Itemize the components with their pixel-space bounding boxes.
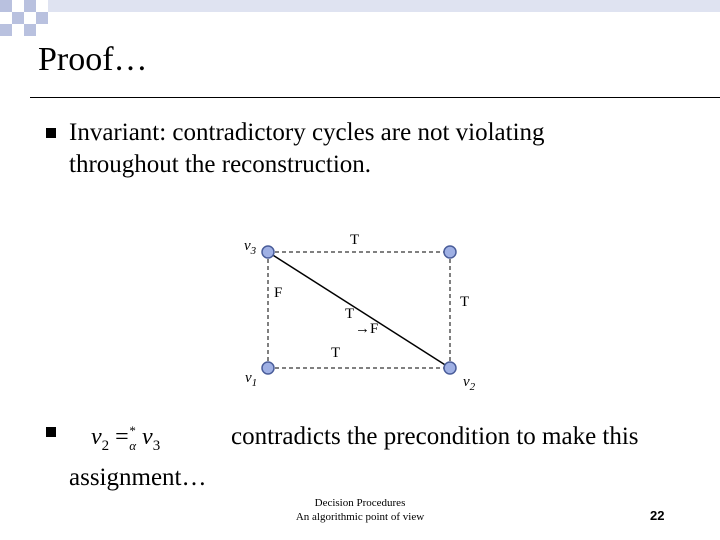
- math-expression: $v_2 =^*_\alpha$ $v_3$: [91, 423, 161, 454]
- bullet-marker: [46, 427, 56, 437]
- page-title: Proof…: [38, 41, 148, 78]
- node-label-v1: $v_1$: [245, 370, 258, 389]
- edge-label-right: T: [460, 294, 470, 310]
- bullet-text-after-math: contradicts the precondition to make this assignment…: [69, 423, 639, 491]
- node-v2: [444, 362, 456, 374]
- node-v3: [262, 246, 274, 258]
- page-number: 22: [650, 508, 665, 523]
- edge-diagonal: [268, 252, 450, 368]
- footer-line1: Decision Procedures: [314, 497, 406, 509]
- node-top-right: [444, 246, 456, 258]
- footer-line2: An algorithmic point of view: [295, 511, 425, 523]
- edge-label-top: T: [350, 232, 360, 248]
- footer: [260, 496, 460, 524]
- node-label-v3: $v_3$: [244, 238, 257, 257]
- edge-label-left: F: [274, 285, 283, 301]
- node-v1: [262, 362, 274, 374]
- node-label-v2: $v_2$: [463, 374, 476, 393]
- bullet-text-contradiction: [69, 415, 689, 494]
- edge-label-diagonal-new: F: [370, 321, 379, 337]
- edge-label-diagonal-old: T: [345, 306, 355, 322]
- arrow-glyph: →: [355, 321, 370, 337]
- edge-label-bottom: T: [331, 345, 341, 361]
- bullet-text-invariant: Invariant: contradictory cycles are not violating throughout the reconstruction.: [69, 119, 545, 178]
